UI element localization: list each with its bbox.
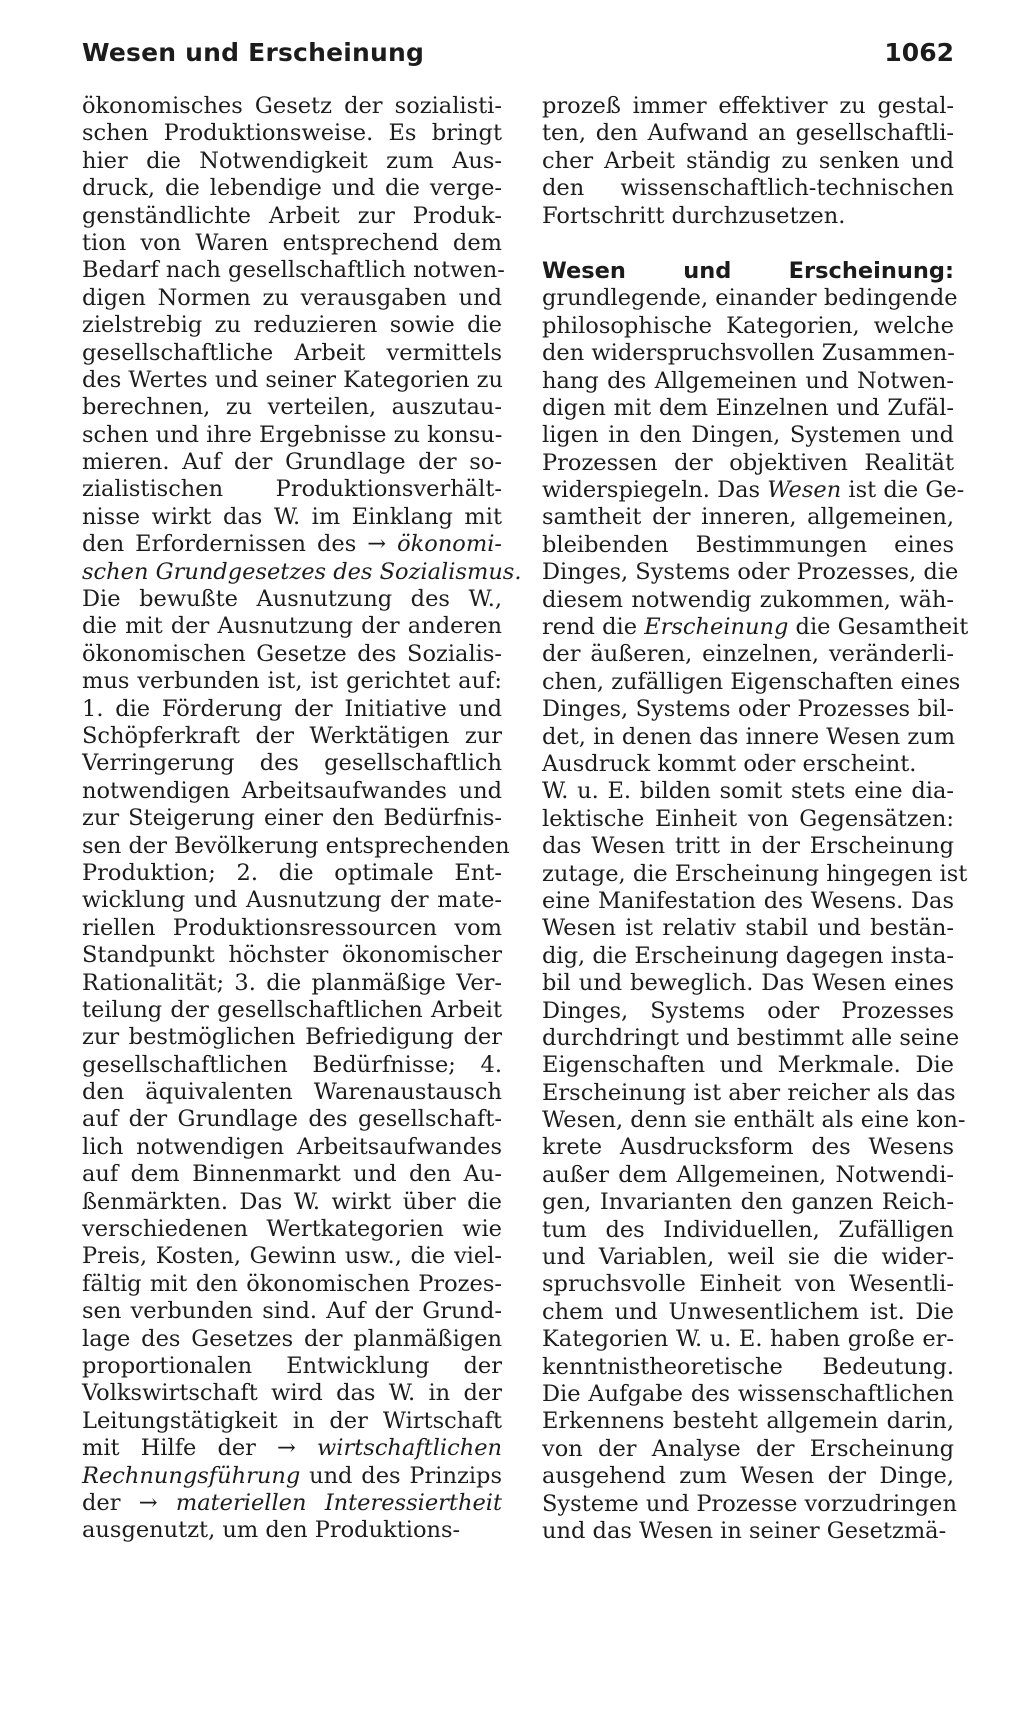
text-line: widerspiegeln. Das Wesen ist die Ge- [542, 477, 965, 504]
text-line: cher Arbeit ständig zu senken und [542, 147, 954, 174]
text-line: tion von Waren entsprechend dem [82, 229, 502, 256]
text-line: grundlegende, einander bedingende [542, 285, 958, 312]
text-line: Verringerung des gesellschaftlich [82, 750, 502, 777]
text-line: der → materiellen Interessiertheit [82, 1489, 502, 1516]
text-line: durchdringt und bestimmt alle seine [542, 1024, 960, 1051]
text-line: ökonomisches Gesetz der sozialisti- [82, 93, 502, 119]
entry-headword: Wesen und Erscheinung: [542, 257, 954, 284]
text-line: lage des Gesetzes der planmäßigen [82, 1325, 502, 1352]
dictionary-entry [542, 257, 969, 1545]
text-line: proportionalen Entwicklung der [82, 1352, 502, 1379]
text-line: den äquivalenten Warenaustausch [82, 1079, 502, 1106]
text-line: den wissenschaftlich-technischen [542, 175, 954, 202]
text-line: druck, die lebendige und die verge- [82, 175, 502, 202]
running-header [82, 38, 954, 72]
text-line: den Erfordernissen des → ökonomi- [82, 531, 502, 558]
text-line: kenntnistheoretische Bedeutung. [542, 1353, 954, 1380]
text-line: chen, zufälligen Eigenschaften eines [542, 668, 961, 695]
text-line: zur Steigerung einer den Bedürfnis- [82, 805, 502, 832]
text-line: wicklung und Ausnutzung der mate- [82, 887, 502, 914]
text-line: Rationalität; 3. die planmäßige Ver- [82, 969, 502, 996]
text-line: dig, die Erscheinung dagegen insta- [542, 942, 954, 969]
text-line: Wesen, denn sie enthält als eine kon- [542, 1107, 966, 1134]
text-line: zur bestmöglichen Befriedigung der [82, 1024, 502, 1051]
right-column [542, 93, 969, 1545]
text-line: von der Analyse der Erscheinung [542, 1435, 954, 1462]
text-line: die mit der Ausnutzung der anderen [82, 613, 502, 640]
text-line: eine Manifestation des Wesens. Das [542, 887, 954, 914]
text-line: ausgenutzt, um den Produktions- [82, 1517, 461, 1544]
text-line: mus verbunden ist, ist gerichtet auf: [82, 668, 502, 695]
text-line: Die Aufgabe des wissenschaftlichen [542, 1380, 954, 1407]
text-line: prozeß immer effektiver zu gestal- [542, 93, 954, 119]
text-line: schen Grundgesetzes des Sozialismus. [82, 558, 522, 585]
text-line: Dinges, Systems oder Prozesses, die [542, 559, 959, 586]
text-line: Erkennens besteht allgemein darin, [542, 1408, 954, 1435]
text-line: hier die Notwendigkeit zum Aus- [82, 147, 502, 174]
text-line: Schöpferkraft der Werktätigen zur [82, 722, 502, 749]
text-line: mieren. Auf der Grundlage der so- [82, 449, 502, 476]
text-line: bleibenden Bestimmungen eines [542, 531, 954, 558]
text-line: Preis, Kosten, Gewinn usw., die viel- [82, 1243, 502, 1270]
text-line: Ausdruck kommt oder erscheint. [542, 750, 917, 777]
text-line: sen der Bevölkerung entsprechenden [82, 832, 510, 859]
text-line: notwendigen Arbeitsaufwandes und [82, 777, 502, 804]
text-line: Dinges, Systems oder Prozesses bil- [542, 696, 954, 723]
left-column [82, 93, 522, 1545]
text-line: sen verbunden sind. Auf der Grund- [82, 1298, 502, 1325]
text-line: zutage, die Erscheinung hingegen ist [542, 860, 968, 887]
text-line: ßenmärkten. Das W. wirkt über die [82, 1188, 502, 1215]
text-line: digen mit dem Einzelnen und Zufäl- [542, 394, 954, 421]
text-line: mit Hilfe der → wirtschaftlichen [82, 1435, 502, 1462]
text-line: auf der Grundlage des gesellschaft- [82, 1106, 502, 1133]
text-line: lich notwendigen Arbeitsaufwandes [82, 1133, 502, 1160]
text-line: Wesen ist relativ stabil und bestän- [542, 915, 954, 942]
text-line: das Wesen tritt in der Erscheinung [542, 833, 954, 860]
text-line: ausgehend zum Wesen der Dinge, [542, 1463, 954, 1490]
text-line: chem und Unwesentlichem ist. Die [542, 1298, 954, 1325]
text-line: det, in denen das innere Wesen zum [542, 723, 956, 750]
text-line: zielstrebig zu reduzieren sowie die [82, 312, 502, 339]
text-line: Volkswirtschaft wird das W. in der [82, 1380, 502, 1407]
text-line: Systeme und Prozesse vorzudringen [542, 1490, 957, 1517]
text-line: Prozessen der objektiven Realität [542, 449, 954, 476]
text-line: der äußeren, einzelnen, veränderli- [542, 641, 954, 668]
text-line: Fortschritt durchzusetzen. [542, 202, 846, 229]
text-line: gesellschaftliche Arbeit vermittels [82, 339, 502, 366]
text-line: teilung der gesellschaftlichen Arbeit [82, 996, 502, 1023]
text-line: samtheit der inneren, allgemeinen, [542, 504, 954, 531]
page-number: 1062 [884, 38, 954, 67]
text-line: philosophische Kategorien, welche [542, 312, 954, 339]
text-line: bil und beweglich. Das Wesen eines [542, 970, 954, 997]
text-line: außer dem Allgemeinen, Notwendi- [542, 1161, 954, 1188]
text-line: 1. die Förderung der Initiative und [82, 695, 502, 722]
text-line: rend die Erscheinung die Gesamtheit [542, 614, 969, 641]
text-line: krete Ausdrucksform des Wesens [542, 1134, 954, 1161]
text-line: auf dem Binnenmarkt und den Au- [82, 1161, 502, 1188]
running-title: Wesen und Erscheinung [82, 38, 425, 67]
text-line: den widerspruchsvollen Zusammen- [542, 340, 955, 367]
text-line: spruchsvolle Einheit von Wesentli- [542, 1271, 954, 1298]
text-line: gen, Invarianten den ganzen Reich- [542, 1189, 954, 1216]
text-line: hang des Allgemeinen und Notwen- [542, 367, 954, 394]
text-line: zialistischen Produktionsverhält- [82, 476, 502, 503]
text-line: genständlichte Arbeit zur Produk- [82, 202, 502, 229]
text-line: schen und ihre Ergebnisse zu konsu- [82, 421, 503, 448]
continued-entry [542, 93, 954, 230]
text-line: diesem notwendig zukommen, wäh- [542, 586, 954, 613]
text-line: Bedarf nach gesellschaftlich notwen- [82, 257, 505, 284]
text-line: tum des Individuellen, Zufälligen [542, 1216, 954, 1243]
text-line: Eigenschaften und Merkmale. Die [542, 1052, 954, 1079]
text-line: Leitungstätigkeit in der Wirtschaft [82, 1407, 502, 1434]
text-line: nisse wirkt das W. im Einklang mit [82, 503, 502, 530]
text-line: Kategorien W. u. E. haben große er- [542, 1326, 954, 1353]
text-line: verschiedenen Wertkategorien wie [82, 1216, 502, 1243]
text-line: gesellschaftlichen Bedürfnisse; 4. [82, 1051, 502, 1078]
text-line: des Wertes und seiner Kategorien zu [82, 366, 503, 393]
text-line: W. u. E. bilden somit stets eine dia- [542, 778, 954, 805]
text-line: und Variablen, weil sie die wider- [542, 1244, 954, 1271]
text-line: digen Normen zu verausgaben und [82, 284, 502, 311]
text-line: Dinges, Systems oder Prozesses [542, 997, 954, 1024]
text-line: schen Produktionsweise. Es bringt [82, 120, 502, 147]
text-line: riellen Produktionsressourcen vom [82, 914, 502, 941]
text-line: berechnen, zu verteilen, auszutau- [82, 394, 502, 421]
text-line: Standpunkt höchster ökonomischer [82, 942, 502, 969]
text-line: Die bewußte Ausnutzung des W., [82, 586, 502, 613]
text-line: fältig mit den ökonomischen Prozes- [82, 1270, 502, 1297]
text-line: ligen in den Dingen, Systemen und [542, 422, 954, 449]
text-line: ökonomischen Gesetze des Sozialis- [82, 640, 502, 667]
text-line: lektische Einheit von Gegensätzen: [542, 805, 954, 832]
text-line: Produktion; 2. die optimale Ent- [82, 859, 502, 886]
text-line: Erscheinung ist aber reicher als das [542, 1079, 956, 1106]
text-line: Rechnungsführung und des Prinzips [82, 1462, 502, 1489]
text-line: ten, den Aufwand an gesellschaftli- [542, 120, 954, 147]
text-line: und das Wesen in seiner Gesetzmä- [542, 1517, 947, 1544]
